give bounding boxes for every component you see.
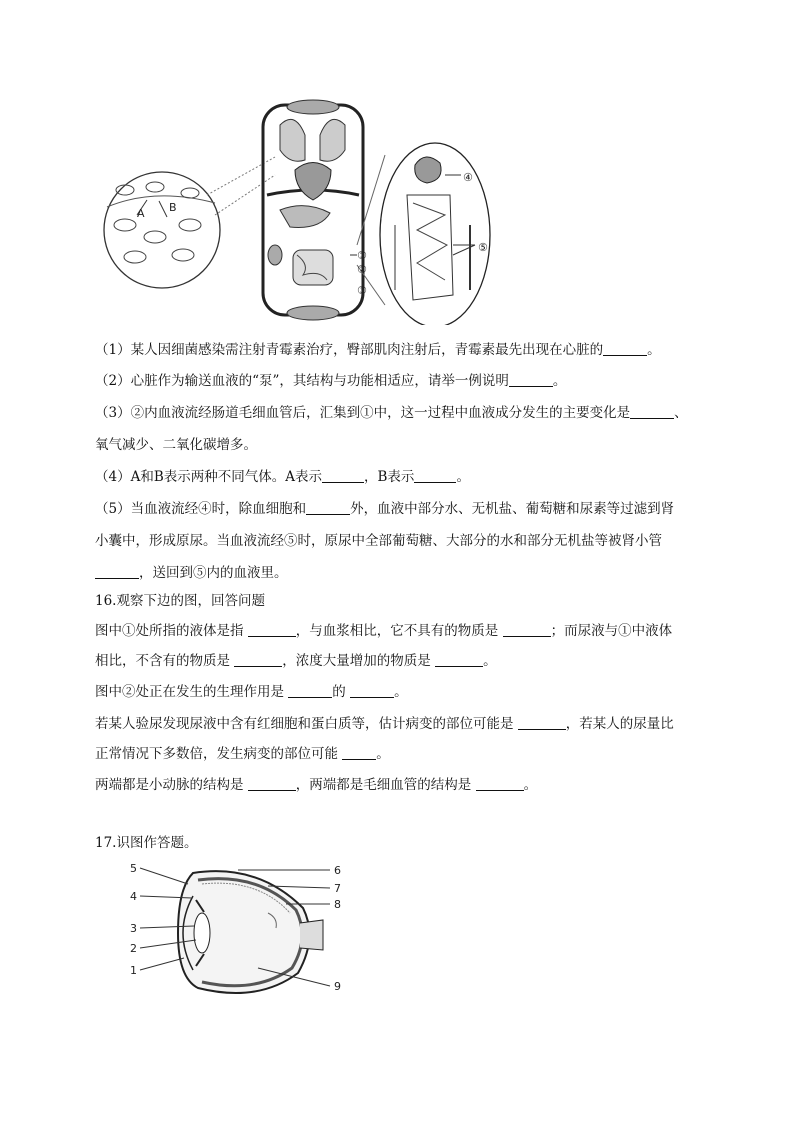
eye-label-8: 8 — [334, 898, 341, 911]
circulation-diagram — [95, 95, 505, 325]
eye-label-7: 7 — [334, 882, 341, 895]
answer-blank[interactable] — [435, 652, 483, 667]
eye-label-1: 1 — [130, 964, 137, 977]
label-a: A — [137, 207, 145, 220]
q15-part3-cont: 氧气减少、二氧化碳增多。 — [95, 437, 257, 453]
marker-1: ① — [357, 249, 367, 262]
eye-label-6: 6 — [334, 864, 341, 877]
answer-blank[interactable] — [248, 776, 296, 791]
eye-label-9: 9 — [334, 980, 341, 993]
label-b: B — [169, 201, 177, 214]
eye-label-3: 3 — [130, 922, 137, 935]
q16-line6: 两端都是小动脉的结构是 ，两端都是毛细血管的结构是 。 — [95, 777, 538, 793]
q15-part5: （5）当血液流经④时，除血细胞和 外，血液中部分水、无机盐、葡萄糖和尿素等过滤到肾 — [95, 501, 675, 517]
eye-label-2: 2 — [130, 942, 137, 955]
marker-2: ② — [357, 263, 367, 276]
answer-blank[interactable] — [509, 372, 553, 387]
answer-blank[interactable] — [630, 404, 674, 419]
answer-blank[interactable] — [503, 622, 551, 637]
eye-label-4: 4 — [130, 890, 137, 903]
marker-5: ⑤ — [478, 241, 488, 254]
answer-blank[interactable] — [350, 683, 394, 698]
answer-blank[interactable] — [288, 683, 332, 698]
q15-part3: （3）②内血液流经肠道毛细血管后，汇集到①中，这一过程中血液成分发生的主要变化是 、 — [95, 405, 688, 421]
q16-line2: 相比，不含有的物质是 ，浓度大量增加的物质是 。 — [95, 653, 497, 669]
answer-blank[interactable] — [603, 341, 647, 356]
q15-part5-end: ，送回到⑤内的血液里。 — [95, 564, 288, 582]
q16-line4: 若某人验尿发现尿液中含有红细胞和蛋白质等，估计病变的部位可能是 ，若某人的尿量比 — [95, 716, 674, 732]
answer-blank[interactable] — [476, 776, 524, 791]
answer-blank[interactable] — [306, 500, 350, 515]
q16-line3: 图中②处正在发生的生理作用是 的 。 — [95, 684, 408, 700]
q15-part2: （2）心脏作为输送血液的“泵”，其结构与功能相适应，请举一例说明 。 — [95, 373, 567, 389]
q15-part1: （1）某人因细菌感染需注射青霉素治疗，臀部肌肉注射后，青霉素最先出现在心脏的 。 — [95, 342, 661, 358]
answer-blank[interactable] — [248, 622, 296, 637]
q15-part5-cont: 小囊中，形成原尿。当血液流经⑤时，原尿中全部葡萄糖、大部分的水和部分无机盐等被肾小管 — [95, 533, 662, 549]
answer-blank[interactable] — [234, 652, 282, 667]
q16-line1: 图中①处所指的液体是指 ，与血浆相比，它不具有的物质是 ；而尿液与①中液体 — [95, 623, 673, 639]
marker-3: ③ — [357, 284, 367, 297]
answer-blank[interactable] — [414, 468, 456, 483]
answer-blank[interactable] — [342, 745, 376, 760]
q17-title: 17.识图作答题。 — [95, 835, 198, 851]
answer-blank[interactable] — [518, 715, 566, 730]
q16-line5: 正常情况下多数倍，发生病变的部位可能 。 — [95, 746, 390, 762]
eye-label-5: 5 — [130, 862, 137, 875]
marker-4: ④ — [463, 171, 473, 184]
eye-diagram — [118, 858, 358, 1003]
answer-blank[interactable] — [322, 468, 364, 483]
answer-blank[interactable] — [95, 564, 139, 579]
q15-part4: （4）A和B表示两种不同气体。A表示 ，B表示 。 — [95, 469, 470, 485]
q16-title: 16.观察下边的图，回答问题 — [95, 593, 265, 609]
